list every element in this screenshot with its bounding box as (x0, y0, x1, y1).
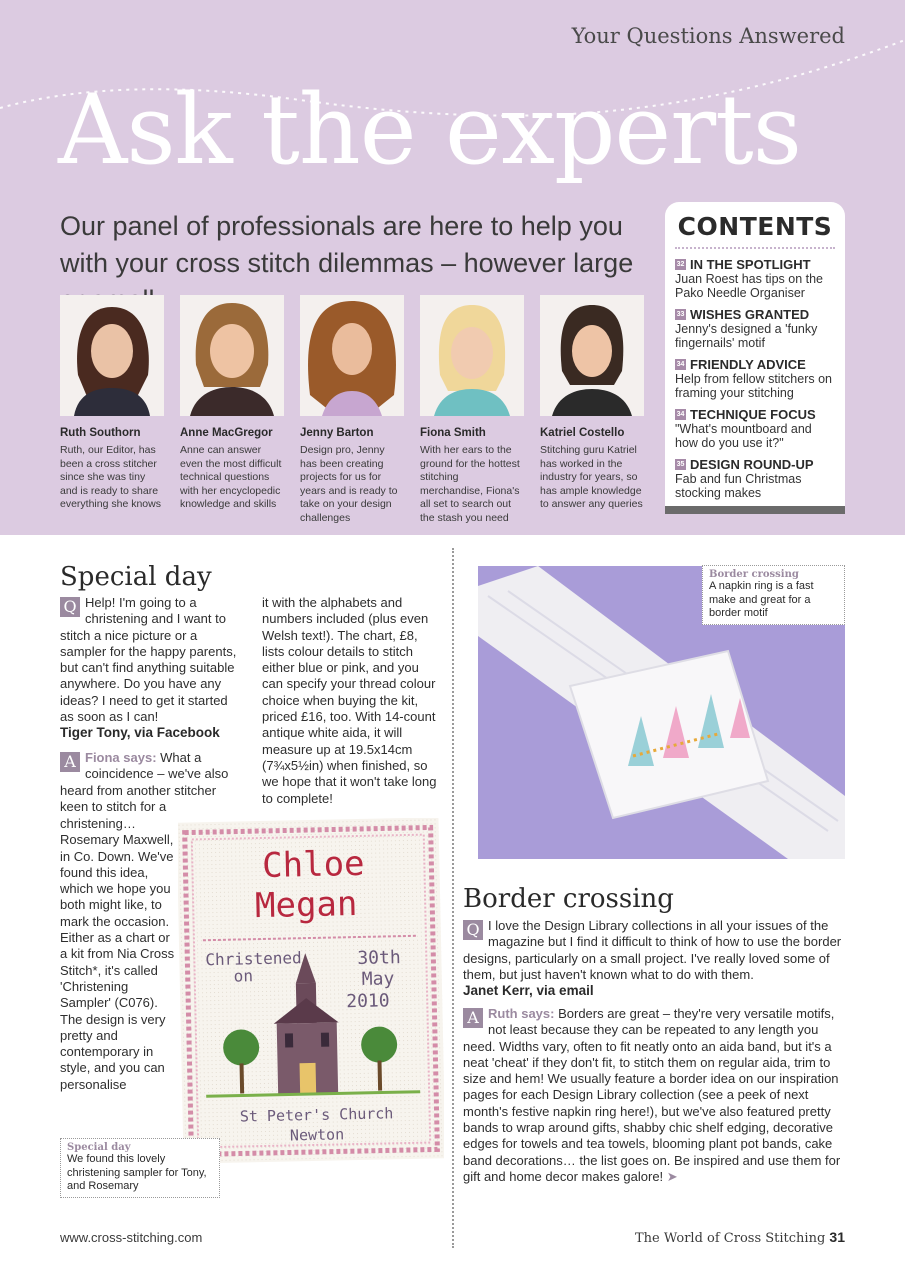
caption-body: We found this lovely christening sampler for Tony, and Rosemary (67, 1153, 207, 1192)
border-crossing-answer (463, 1006, 845, 1185)
page-number-badge: 34 (676, 361, 685, 368)
answer-text: What a coincidence – we've also heard from another stitcher keen to stitch for a (60, 750, 229, 814)
page-number: 31 (829, 1229, 845, 1245)
expert-name: Fiona Smith (420, 427, 486, 439)
contents-item[interactable] (675, 357, 835, 400)
expert-card (60, 295, 164, 512)
question-text: I love the Design Library collections in all your issues of the magazine but I find it difficult to think of how to use the border designs, particularly on a small project. I've really loved some of them, but just haven't known what to do with them. (463, 918, 842, 982)
question-signature: Tiger Tony, via Facebook (60, 725, 220, 741)
portrait-icon (180, 295, 284, 416)
column-divider (452, 548, 454, 1248)
answer-badge: A (60, 752, 80, 772)
expert-photo (180, 295, 284, 416)
contents-item-desc: Fab and fun Christmas stocking makes (675, 472, 802, 500)
expert-name: Ruth Southorn (60, 427, 141, 439)
expert-bio: Stitching guru Katriel has worked in the industry for years, so has ample knowledge to answer any queries (540, 444, 643, 511)
contents-item[interactable] (675, 257, 835, 300)
border-crossing-heading: Border crossing (463, 884, 674, 914)
contents-item-heading: WISHES GRANTED (690, 307, 810, 322)
special-day-answer-continued: christening… Rosemary Maxwell, in Co. Down. We've found this idea, which we hope you both might like, to mark the occasion. Either as a chart or a kit from Nia Cross Stitch*, it's called 'Christening Sampler' (C076). The design is very pretty and contemporary in style, and you can personalise (60, 816, 175, 1092)
page-number-badge: 32 (676, 261, 685, 268)
caption-title: Border crossing (709, 569, 799, 580)
expert-card (420, 295, 524, 526)
answer-lead: Fiona says: (85, 750, 157, 765)
expert-name: Katriel Costello (540, 427, 625, 439)
caption-body: A napkin ring is a fast make and great for a border motif (709, 580, 814, 619)
special-day-answer (60, 750, 240, 815)
question-badge: Q (463, 920, 483, 940)
expert-name: Jenny Barton (300, 427, 374, 439)
portrait-icon (540, 295, 644, 416)
contents-item[interactable] (675, 457, 835, 500)
christening-sampler-image (178, 818, 444, 1163)
sampler-church-1: St Peter's Church (239, 1104, 394, 1126)
sampler-left-1: Christened (205, 948, 302, 970)
page-number-badge: 34 (676, 411, 685, 418)
contents-item-heading: TECHNIQUE FOCUS (690, 407, 816, 422)
continue-arrow-icon: ➤ (666, 1168, 678, 1184)
expert-card (540, 295, 644, 512)
expert-photo (420, 295, 524, 416)
contents-box (665, 202, 845, 514)
expert-photo (60, 295, 164, 416)
expert-photo (300, 295, 404, 416)
border-crossing-caption (702, 565, 845, 625)
answer-badge: A (463, 1008, 483, 1028)
portrait-icon (300, 295, 404, 416)
magazine-name: The World of Cross Stitching (635, 1231, 826, 1246)
expert-card (300, 295, 404, 526)
footer-magazine (635, 1229, 845, 1246)
sampler-right-2: May (361, 968, 395, 990)
expert-photo (540, 295, 644, 416)
portrait-icon (60, 295, 164, 416)
contents-title: CONTENTS (675, 212, 835, 249)
contents-item-desc: Jenny's designed a 'funky fingernails' motif (675, 322, 818, 350)
expert-bio: Anne can answer even the most difficult technical questions with her encyclopedic knowledge and skills (180, 444, 282, 511)
expert-bio: Ruth, our Editor, has been a cross stitcher since she was tiny and is ready to share everything she knows (60, 444, 161, 511)
special-day-question (60, 595, 240, 742)
expert-name: Anne MacGregor (180, 427, 273, 439)
question-badge: Q (60, 597, 80, 617)
sampler-name-2: Megan (254, 884, 358, 927)
contents-item[interactable] (675, 307, 835, 350)
sampler-right-1: 30th (357, 947, 401, 970)
expert-bio: Design pro, Jenny has been creating projects for us for years and is ready to take on your design challenges (300, 444, 398, 524)
contents-item-heading: IN THE SPOTLIGHT (690, 257, 811, 272)
special-day-column-2: it with the alphabets and numbers included (plus even Welsh text!). The chart, £8, lists colour details to stitch either blue or pink, and you can specify your thread colour choice when buying the kit, priced £16, too. With 14-count antique white aida, it will measure up at 19.5x14cm (7¾x5½in) when finished, so we hope that it won't take long to complete! (262, 595, 437, 806)
contents-item[interactable] (675, 407, 835, 450)
question-signature: Janet Kerr, via email (463, 983, 594, 999)
page-number-badge: 35 (676, 461, 685, 468)
contents-item-heading: FRIENDLY ADVICE (690, 357, 806, 372)
expert-card (180, 295, 284, 512)
answer-lead: Ruth says: (488, 1006, 555, 1021)
caption-title: Special day (67, 1142, 131, 1153)
page-title: Ask the experts (58, 74, 801, 186)
contents-item-desc: Help from fellow stitchers on framing your stitching (675, 372, 833, 400)
footer-url[interactable]: www.cross-stitching.com (60, 1230, 203, 1245)
intro-text: Our panel of professionals are here to help you with your cross stitch dilemmas – however large (60, 211, 634, 278)
sampler-illustration (178, 818, 444, 1163)
sampler-name-1: Chloe (261, 843, 365, 886)
special-day-heading: Special day (60, 562, 212, 592)
answer-text: Borders are great – they're very versatile motifs, not least because they can be repeated to any length you need. Widths vary, often to fit neatly onto an aida band, but it's a neat 'cheat' if they don't fit, to stitch them on regular aida, trim to size and hem! We usually feature a border idea on our inspiration pages for each Design Library collection (see a peek of next month's festive napkin ring here!), but we've also featured pretty bands to wrap around gifts, shabby chic shelf edging, decorative edges for towels and tea towels, blooming plant pot bands, cake band decorations… the list goes on. Be inspired and use them for gift and home decor makes galore! (463, 1006, 841, 1184)
page-number-badge: 33 (676, 311, 685, 318)
contents-item-desc: "What's mountboard and how do you use it?" (675, 422, 812, 450)
contents-item-heading: DESIGN ROUND-UP (690, 457, 814, 472)
question-text: Help! I'm going to a christening and I want to stitch a nice picture or a sampler for the happy parents, but can't find anything suitable anywhere. Do you have any ideas? I need to get it started as soon as I can! (60, 595, 237, 725)
sampler-right-3: 2010 (346, 990, 390, 1013)
special-day-caption (60, 1138, 220, 1198)
expert-bio: With her ears to the ground for the hottest stitching merchandise, Fiona's all set to search out the stash you need (420, 444, 520, 524)
portrait-icon (420, 295, 524, 416)
border-crossing-question (463, 918, 845, 999)
section-kicker: Your Questions Answered (571, 24, 845, 48)
sampler-church-2: Newton (289, 1125, 345, 1145)
sampler-left-2: on (233, 966, 254, 986)
contents-item-desc: Juan Roest has tips on the Pako Needle Organiser (675, 272, 824, 300)
